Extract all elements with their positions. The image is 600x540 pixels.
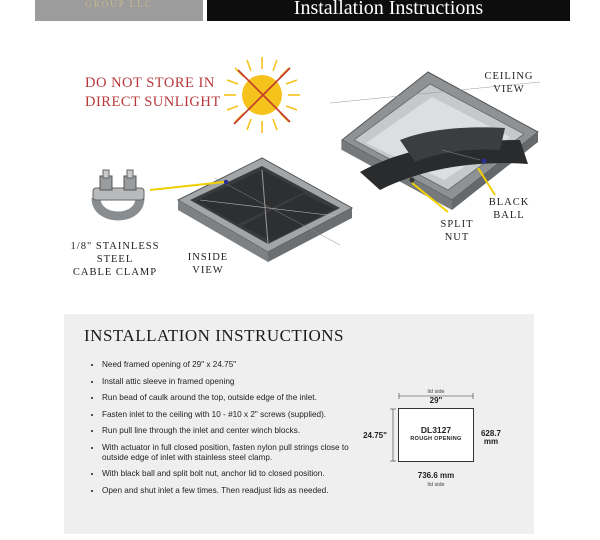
height-metric: 628.7 mm xyxy=(480,429,502,446)
warning-line-2: DIRECT SUNLIGHT xyxy=(85,94,221,110)
top-lid-note: lid side xyxy=(427,389,445,395)
ceiling-view-label: CEILING VIEW xyxy=(484,71,534,95)
rough-opening-box xyxy=(398,408,474,462)
split-nut-label: SPLIT NUT xyxy=(440,219,474,243)
instruction-step: • Run bead of caulk around the top, outside edge of the inlet. xyxy=(102,393,372,403)
height-inches: 24.75" xyxy=(363,431,387,440)
black-ball-label: BLACK BALL xyxy=(488,197,530,221)
instruction-step: • Open and shut inlet a few times. Then readjust lids as needed. xyxy=(102,486,372,496)
width-inches: 29" xyxy=(429,396,443,405)
instruction-step: • Install attic sleeve in framed opening xyxy=(102,377,372,387)
width-metric: 736.6 mm xyxy=(417,471,455,480)
instruction-step: • With black ball and split bolt nut, anchor lid to closed position. xyxy=(102,469,372,479)
warning-line-1: DO NOT STORE IN xyxy=(85,75,215,91)
bottom-lid-note: lid side xyxy=(427,482,445,488)
instruction-step: • With actuator in full closed position, fasten nylon pull strings close to outside edge of inlet with stainless steel clamp. xyxy=(102,443,372,463)
model-number: DL3127 xyxy=(420,425,452,435)
cable-clamp-label: 1/8" STAINLESS STEEL CABLE CLAMP xyxy=(70,241,160,278)
inside-view-inlet xyxy=(150,158,352,262)
inside-view-label: INSIDE VIEW xyxy=(187,252,229,276)
instruction-step: • Fasten inlet to the ceiling with 10 - #10 x 2" screws (supplied). xyxy=(102,410,372,420)
rough-opening-diagram xyxy=(360,386,510,496)
instructions-heading: INSTALLATION INSTRUCTIONS xyxy=(84,326,344,345)
rough-opening-label: ROUGH OPENING xyxy=(410,436,462,442)
instruction-list xyxy=(84,360,372,502)
instructions-panel xyxy=(64,314,534,534)
brand-text: GROUP LLC xyxy=(85,0,153,9)
page-title: Installation Instructions xyxy=(293,0,484,19)
no-sun-icon xyxy=(224,57,300,133)
cable-clamp-image xyxy=(93,170,144,216)
instruction-step: • Run pull line through the inlet and center winch blocks. xyxy=(102,426,372,436)
instruction-step: • Need framed opening of 29" x 24.75" xyxy=(102,360,372,370)
